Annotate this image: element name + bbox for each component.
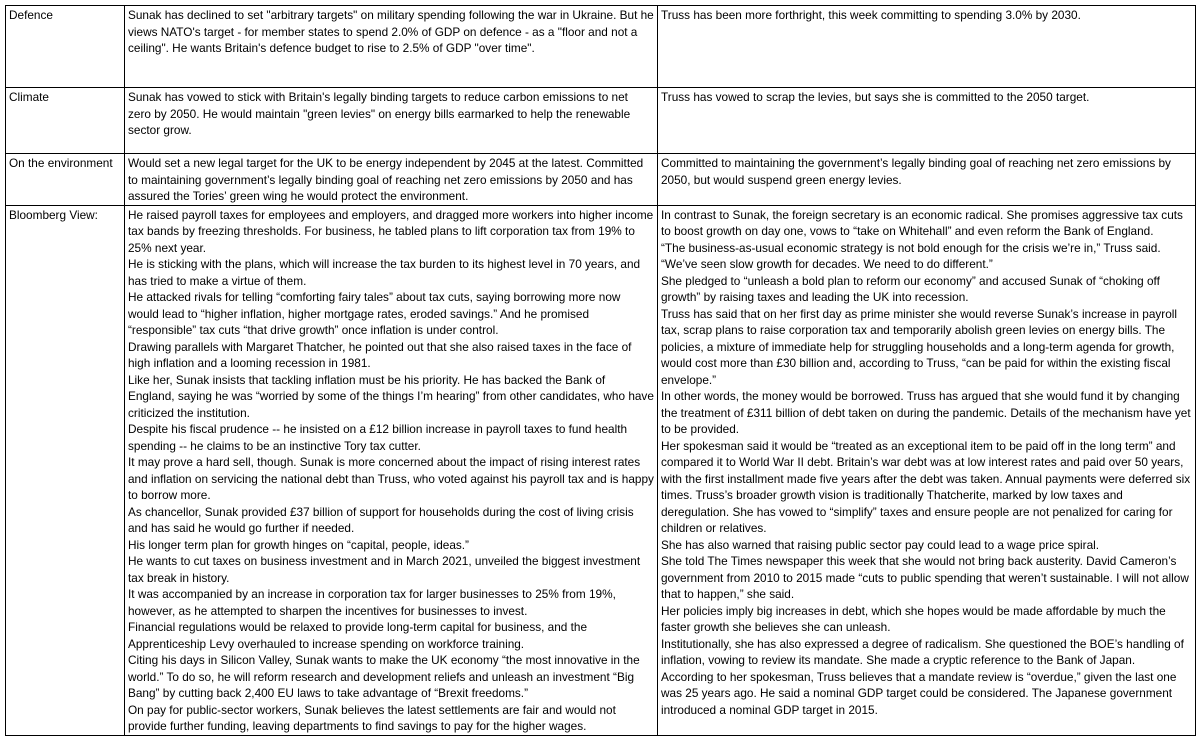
- truss-paragraph: In other words, the money would be borrowed. Truss has argued that she would fund it by changing the treatment of £311 billion of debt taken on during the pandemic. Details of the mechanism have yet to be provided.: [661, 389, 1191, 436]
- sunak-paragraph: He is sticking with the plans, which will increase the tax burden to its highest level in 70 years, and has tried to make a virtue of them.: [128, 257, 641, 288]
- sunak-cell: [125, 88, 658, 154]
- truss-paragraph: Her spokesman said it would be “treated as an exceptional item to be paid off in the long term” and compared it to World War II debt. Britain’s war debt was at low interest rates and paid over 50 years, with the first installment made five years after the debt was taken. Annual payments were deferred six times. Truss’s broader growth vision is traditionally Thatcherite, marked by low taxes and deregulation. She has vowed to “simplify” taxes and ensure people are not penalized for caring for children or relatives.: [661, 438, 1191, 535]
- truss-paragraph: She told The Times newspaper this week that she would not bring back austerity. David Cameron’s government from 2010 to 2015 made “cuts to public spending that weren’t sustainable. I will not allow that to happen,” she said.: [661, 554, 1189, 601]
- truss-paragraph: “The business-as-usual economic strategy is not bold enough for the crisis we’re in,” Truss said. “We’ve seen slow growth for decades. We need to do different.”: [661, 240, 1161, 271]
- truss-paragraph: Her policies imply big increases in debt, which she hopes would be made affordable by much the faster growth she believes she can unleash.: [661, 603, 1166, 634]
- sunak-paragraph: He raised payroll taxes for employees and employers, and dragged more workers into higher income tax bands by freezing thresholds. For business, he tabled plans to lift corporation tax from 19% to 25% next year.: [128, 207, 654, 255]
- sunak-paragraph: It was accompanied by an increase in corporation tax for larger businesses to 25% from 19%, however, as he attempted to sharpen the incentives for businesses to invest.: [128, 587, 616, 618]
- row-defence: [6, 6, 1196, 88]
- truss-paragraph: Truss has said that on her first day as prime minister she would reverse Sunak’s increase in payroll tax, scrap plans to raise corporation tax and temporarily abolish green levies on energy bills. The policies, a mixture of immediate help for struggling households and a long-term agenda for growth, would cost more than £30 billion and, according to Truss, “can be paid for within the existing fiscal envelope.”: [661, 306, 1178, 387]
- sunak-paragraph: Citing his days in Silicon Valley, Sunak wants to make the UK economy “the most innovative in the world.” To do so, he will reform research and development reliefs and unleash an investment “Big Bang” by cutting back 2,400 EU laws to take advantage of “Brexit freedoms.”: [128, 653, 640, 700]
- sunak-paragraph: He wants to cut taxes on business investment and in March 2021, unveiled the biggest investment tax break in history.: [128, 554, 641, 585]
- truss-text: Truss has been more forthright, this week committing to spending 3.0% by 2030.: [661, 8, 1081, 22]
- row-label-cell: [6, 205, 125, 735]
- sunak-paragraph: His longer term plan for growth hinges on “capital, people, ideas.”: [128, 537, 469, 552]
- truss-cell: [658, 88, 1196, 154]
- row-label: On the environment: [9, 156, 113, 170]
- sunak-text: Sunak has declined to set "arbitrary targets" on military spending following the war in Ukraine. But he views NATO's target - for member states to spend 2.0% of GDP on defence - as a "floor and not a ceiling". He wants Britain's defence budget to rise to 2.5% of GDP "over time".: [128, 8, 654, 55]
- truss-text: Committed to maintaining the government’s legally binding goal of reaching net zero emissions by 2050, but would suspend green energy levies.: [661, 156, 1171, 187]
- truss-paragraph: She has also warned that raising public sector pay could lead to a wage price spiral.: [661, 537, 1100, 552]
- row-environment: [6, 154, 1196, 206]
- truss-paragraph: According to her spokesman, Truss believes that a mandate review is “overdue,” given the last one was 25 years ago. He said a nominal GDP target could be considered. The Japanese government introduced a nominal GDP target in 2015.: [661, 669, 1177, 717]
- row-label: Defence: [9, 8, 53, 22]
- row-climate: [6, 88, 1196, 154]
- truss-paragraph: She pledged to “unleash a bold plan to reform our economy” and accused Sunak of “choking off growth” by raising taxes and leading the UK into recession.: [661, 273, 1160, 304]
- truss-paragraph: Institutionally, she has also expressed a degree of radicalism. She questioned the BOE’s handling of inflation, vowing to review its mandate. She made a cryptic reference to the Bank of Japan.: [661, 636, 1184, 667]
- sunak-paragraph: As chancellor, Sunak provided £37 billion of support for households during the cost of living crisis and has said he would go further if needed.: [128, 504, 634, 535]
- sunak-cell: [125, 154, 658, 206]
- truss-cell: [658, 154, 1196, 206]
- sunak-paragraph: It may prove a hard sell, though. Sunak is more concerned about the impact of rising interest rates and inflation on servicing the national debt than Truss, who voted against his payroll tax and is happy to borrow more.: [128, 455, 654, 502]
- sunak-text: Sunak has vowed to stick with Britain's legally binding targets to reduce carbon emissions to net zero by 2050. He would maintain "green levies" on energy bills earmarked to help the renewable sector grow.: [128, 90, 631, 137]
- row-label: Climate: [9, 90, 49, 104]
- sunak-paragraph: Like her, Sunak insists that tackling inflation must be his priority. He has backed the Bank of England, saying he was “worried by some of the things I’m hearing” from other candidates, who have criticized the institution.: [128, 372, 654, 420]
- truss-paragraph: In contrast to Sunak, the foreign secretary is an economic radical. She promises aggressive tax cuts to boost growth on day one, vows to “take on Whitehall” and even reform the Bank of England.: [661, 207, 1183, 238]
- row-label-cell: [6, 154, 125, 206]
- row-label-cell: [6, 88, 125, 154]
- truss-cell: [658, 6, 1196, 88]
- sunak-paragraph: On pay for public-sector workers, Sunak believes the latest settlements are fair and would not provide further funding, leaving departments to find savings to pay for the higher wages.: [128, 702, 616, 733]
- sunak-paragraph: Despite his fiscal prudence -- he insisted on a £12 billion increase in payroll taxes to fund health spending -- he claims to be an instinctive Tory tax cutter.: [128, 422, 628, 453]
- row-bloomberg-view: [6, 205, 1196, 735]
- row-label: Bloomberg View:: [9, 207, 98, 222]
- sunak-paragraph: He attacked rivals for telling “comforting fairy tales” about tax cuts, saying borrowing more now would lead to “higher inflation, higher mortgage rates, eroded savings.” And he promised “responsible” tax cuts “that drive growth” once inflation is under control.: [128, 290, 621, 337]
- sunak-paragraph: Drawing parallels with Margaret Thatcher, he pointed out that she also raised taxes in the face of high inflation and a looming recession in 1981.: [128, 339, 632, 370]
- sunak-cell: [125, 6, 658, 88]
- sunak-paragraph: Financial regulations would be relaxed to provide long-term capital for business, and the Apprenticeship Levy overhauled to increase spending on workforce training.: [128, 620, 588, 651]
- truss-text: Truss has vowed to scrap the levies, but says she is committed to the 2050 target.: [661, 90, 1090, 104]
- truss-cell: [658, 205, 1196, 735]
- row-label-cell: [6, 6, 125, 88]
- sunak-cell: [125, 205, 658, 735]
- comparison-table: [5, 5, 1196, 736]
- sunak-text: Would set a new legal target for the UK to be energy independent by 2045 at the latest. Committed to maintaining government’s legally binding goal of reaching net zero emissions by 2050 and has assured the Tories’ green wing he would protect the environment.: [128, 156, 644, 203]
